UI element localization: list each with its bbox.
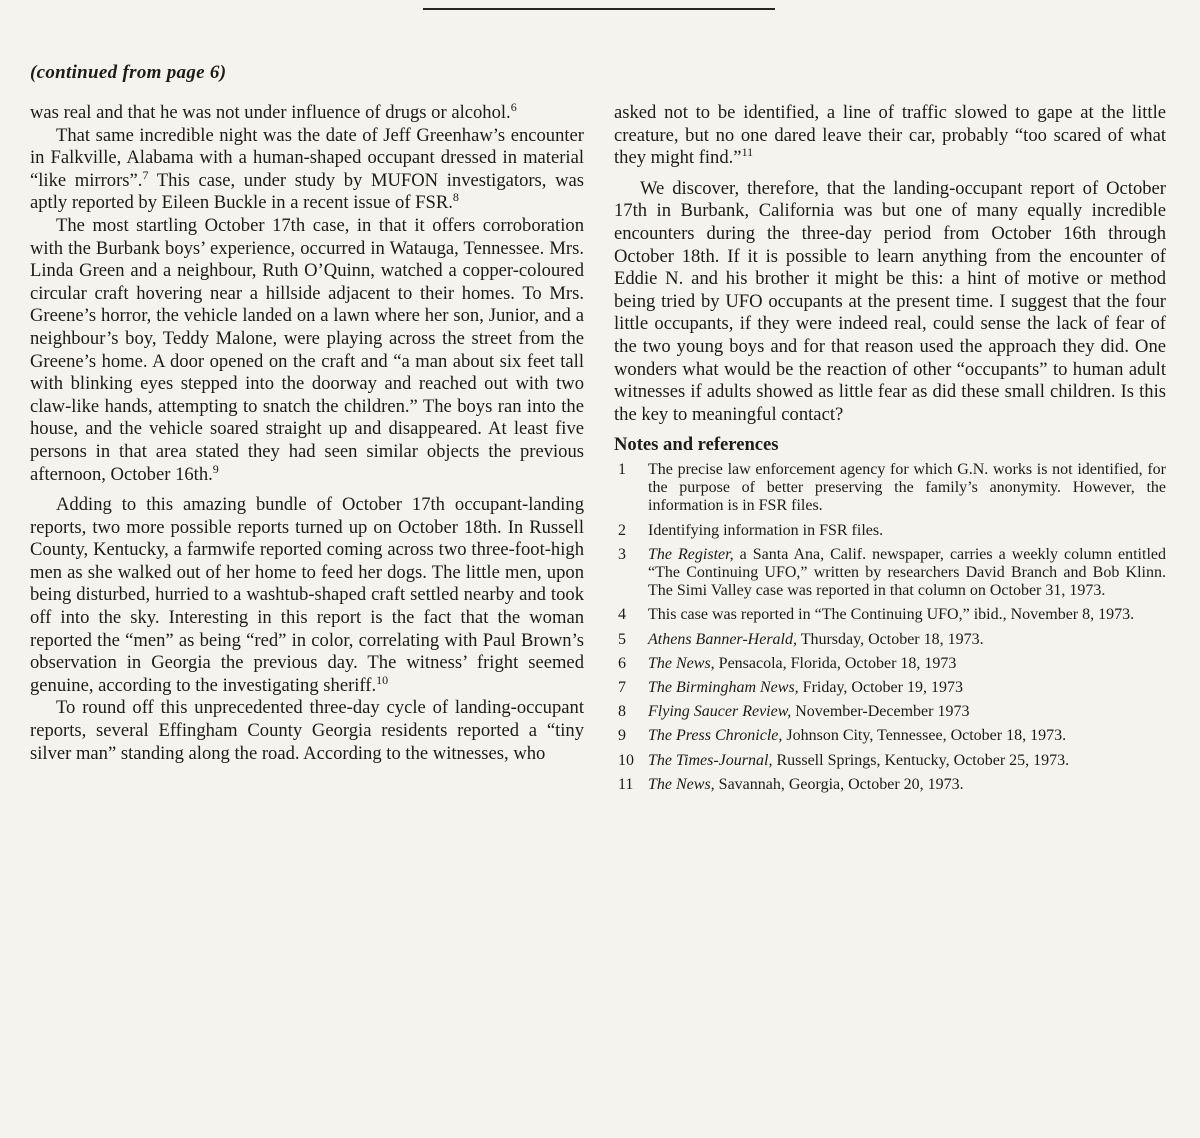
footnote-ref: 11	[741, 145, 754, 159]
note-item: 5 Athens Banner-Herald, Thursday, October 18, 1973.	[618, 630, 984, 648]
paragraph: The most startling October 17th case, in that it offers corroboration with the Burbank boys’ experience, occurred in Watauga, Tennessee. Mrs. Linda Green and a neighbour, Ruth O’Quinn, watched a copper-coloured circular craft hovering near a hillside adjacent to their homes. To Mrs. Greene’s horror, the vehicle landed on a lawn where her son, Junior, and a neighbour’s boy, Teddy Malone, were playing across the street from the Greene’s home. A door opened on the craft and “a man about six feet tall with blinking eyes stepped into the doorway and reached out with two claw-like hands, attempting to snatch the children.” The boys ran into the house, and the vehicle soared straight up and disappeared. At least five persons in that area stated they had seen similar objects the previous afternoon, October 16th.$^9$	[30, 214, 584, 485]
note-item: 4 This case was reported in “The Continuing UFO,” ibid., November 8, 1973.	[618, 606, 1135, 624]
note-item: 7 The Birmingham News, Friday, October 19, 1973	[618, 678, 963, 696]
note-item: 8 Flying Saucer Review, November-December 1973	[618, 703, 970, 721]
paragraph: asked not to be identified, a line of traffic slowed to gape at the little creature, but no one dared leave their car, probably “too scared of what they might find.”$^{11}$	[614, 102, 1166, 169]
paragraph: was real and that he was not under influence of drugs or alcohol.$^6$	[30, 99, 517, 123]
note-item: 9 The Press Chronicle, Johnson City, Tennessee, October 18, 1973.	[618, 727, 1067, 745]
note-item: 6 The News, Pensacola, Florida, October 18, 1973	[618, 654, 957, 672]
footnote-ref: 9	[212, 461, 219, 476]
top-rule	[423, 8, 775, 10]
note-item: 2 Identifying information in FSR files.	[618, 521, 884, 539]
paragraph: We discover, therefore, that the landing-occupant report of October 17th in Burbank, California was but one of many equally incredible encounters during the three-day period from October 16th through October 18th. If it is possible to learn anything from the encounter of Eddie N. and his brother it might be this: a hint of motive or method being tried by UFO occupants at the present time. I suggest that the four little occupants, if they were indeed real, could sense the lack of fear of the two young boys and for that reason used the approach they did. One wonders what would be the reaction of other “occupants” to human adult witnesses if adults showed as little fear as did these small children. Is this the key to meaningful contact?	[614, 177, 1166, 425]
left-column	[30, 99, 585, 765]
notes-heading: Notes and references	[614, 434, 779, 456]
footnote-ref: 6	[510, 99, 517, 114]
paragraph: Adding to this amazing bundle of October 17th occupant-landing reports, two more possible reports turned up on October 18th. In Russell County, Kentucky, a farmwife reported coming across two three-foot-high men as she walked out of her home to feed her dogs. The little men, upon being disturbed, hurried to a washtub-shaped craft settled nearby and took off into the sky. Interesting in this report is the fact that the woman reported the “men” as being “red” in color, correlating with Paul Brown’s observation in Georgia the previous day. The witness’ fright seemed genuine, according to the investigating sheriff.$^{10}$	[30, 494, 584, 696]
note-item: 1 The precise law enforcement agency for which G.N. works is not identified, for the purpose of better preserving the family’s anonymity. However, the information is in FSR files.	[618, 460, 1166, 515]
paragraph: That same incredible night was the date of Jeff Greenhaw’s encounter in Falkville, Alabama with a human-shaped occupant dressed in material “like mirrors”.$^7$ This case, under study by MUFON investigators, was aptly reported by Eileen Buckle in a recent issue of FSR.$^8$	[30, 124, 585, 214]
notes-list	[614, 461, 1166, 794]
continuation-note: (continued from page 6)	[30, 62, 227, 83]
right-column	[614, 102, 1166, 800]
footnote-ref: 8	[452, 190, 459, 205]
note-item: 11 The News, Savannah, Georgia, October 20, 1973.	[618, 775, 964, 793]
footnote-ref: 7	[142, 167, 149, 182]
note-item: 3 The Register, a Santa Ana, Calif. newspaper, carries a weekly column entitled “The Continuing UFO,” written by researchers David Branch and Bob Klinn. The Simi Valley case was reported in that column on October 31, 1973.	[618, 545, 1166, 600]
footnote-ref: 10	[376, 672, 389, 687]
paragraph: To round off this unprecedented three-day cycle of landing-occupant reports, several Effingham County Georgia residents reported a “tiny silver man” standing along the road. According to the witnesses, who	[30, 697, 584, 764]
note-item: 10 The Times-Journal, Russell Springs, Kentucky, October 25, 1973.	[618, 751, 1070, 769]
